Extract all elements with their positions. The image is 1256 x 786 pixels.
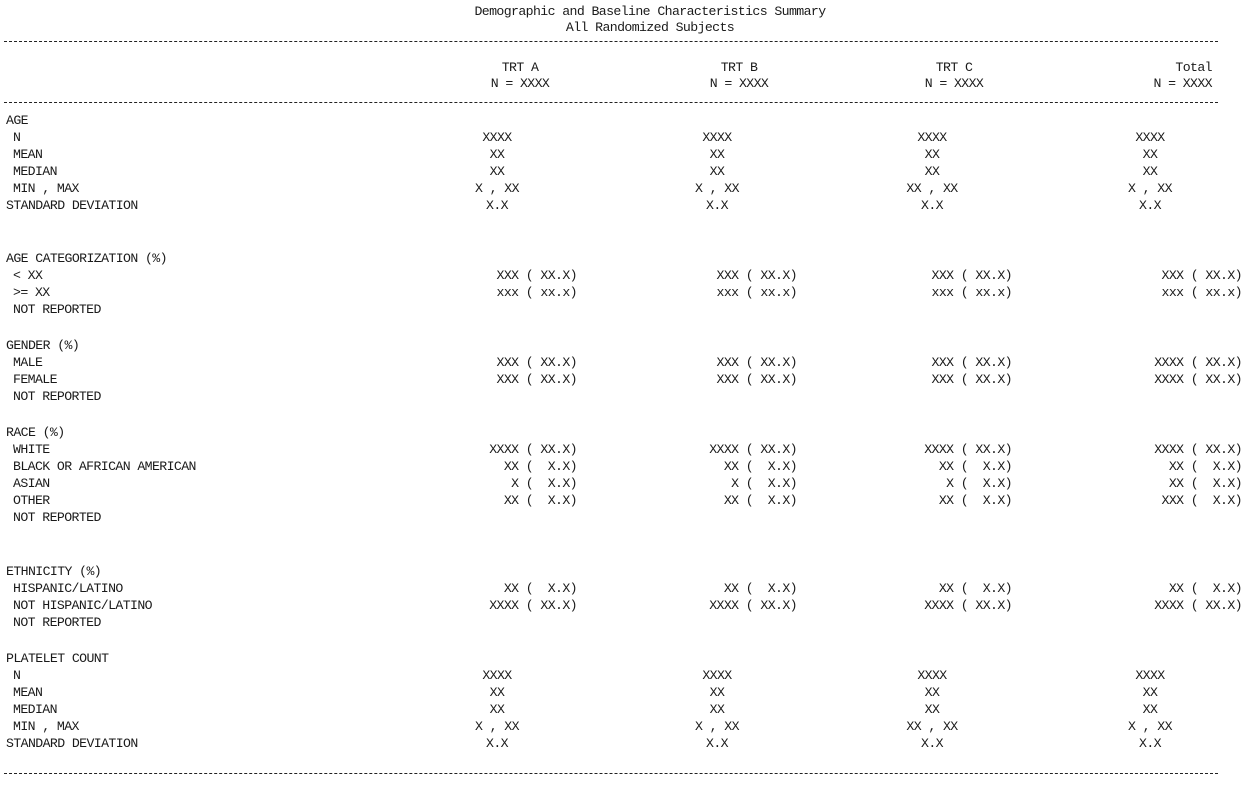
cell-value: XXX ( XX.X) [1161, 268, 1242, 283]
section-header: GENDER (%) [6, 338, 80, 353]
cell-value: XXXX ( XX.X) [924, 598, 1012, 613]
bottom-rule [4, 773, 1218, 774]
cell-value: XXXX ( XX.X) [709, 598, 797, 613]
cell-value: X , XX [695, 719, 739, 734]
column-n-trt-a: N = XXXX [490, 76, 550, 91]
cell-value: X.X [921, 736, 943, 751]
cell-value: XXXX ( XX.X) [1154, 442, 1242, 457]
cell-value: XX ( X.X) [723, 459, 797, 474]
cell-value: XX [709, 685, 725, 700]
column-header-total: Total [1175, 60, 1212, 75]
cell-value: XXX ( XX.X) [716, 372, 797, 387]
cell-value: XXXX ( XX.X) [489, 598, 577, 613]
cell-value: X.X [706, 736, 728, 751]
cell-value: XX ( X.X) [938, 459, 1012, 474]
row-label: WHITE [13, 442, 50, 457]
cell-value: XX [489, 164, 505, 179]
cell-value: X , XX [475, 181, 519, 196]
cell-value: X , XX [1128, 719, 1172, 734]
cell-value: xxx ( xx.x) [931, 285, 1012, 300]
report-subtitle: All Randomized Subjects [565, 20, 735, 35]
column-header-trt-c: TRT C [935, 60, 973, 75]
cell-value: XXX ( XX.X) [931, 268, 1012, 283]
column-n-trt-c: N = XXXX [924, 76, 984, 91]
row-label: MEAN [13, 147, 43, 162]
section-header: AGE [6, 113, 28, 128]
cell-value: XX ( X.X) [938, 581, 1012, 596]
cell-value: XX [709, 147, 725, 162]
row-label: MEDIAN [13, 702, 57, 717]
row-label: N [13, 668, 21, 683]
cell-value: X.X [486, 736, 508, 751]
cell-value: XX ( X.X) [1168, 581, 1242, 596]
cell-value: XXXX [917, 668, 947, 683]
cell-value: X.X [706, 198, 728, 213]
cell-value: X.X [486, 198, 508, 213]
cell-value: XX ( X.X) [723, 581, 797, 596]
cell-value: XX [924, 702, 940, 717]
cell-value: X.X [1139, 736, 1161, 751]
cell-value: XXXX ( XX.X) [709, 442, 797, 457]
cell-value: X ( X.X) [946, 476, 1012, 491]
row-label: BLACK OR AFRICAN AMERICAN [13, 459, 196, 474]
cell-value: XXX ( X.X) [1161, 493, 1242, 508]
cell-value: X , XX [695, 181, 739, 196]
cell-value: XX [489, 702, 505, 717]
cell-value: XX ( X.X) [1168, 476, 1242, 491]
cell-value: XXX ( XX.X) [931, 355, 1012, 370]
cell-value: XX [709, 702, 725, 717]
cell-value: XXX ( XX.X) [716, 355, 797, 370]
cell-value: XXXX [482, 130, 512, 145]
row-label: < XX [13, 268, 43, 283]
row-label: MALE [13, 355, 43, 370]
cell-value: XXXX ( XX.X) [1154, 355, 1242, 370]
cell-value: XX ( X.X) [503, 493, 577, 508]
section-header: RACE (%) [6, 425, 65, 440]
row-label: STANDARD DEVIATION [6, 198, 138, 213]
row-label: FEMALE [13, 372, 57, 387]
column-header-trt-a: TRT A [501, 60, 539, 75]
row-label: NOT HISPANIC/LATINO [13, 598, 152, 613]
row-label: MIN , MAX [13, 181, 79, 196]
row-label: MEDIAN [13, 164, 57, 179]
cell-value: X.X [921, 198, 943, 213]
cell-value: XXXX [482, 668, 512, 683]
cell-value: XX ( X.X) [1168, 459, 1242, 474]
cell-value: xxx ( xx.x) [496, 285, 577, 300]
cell-value: XX [924, 685, 940, 700]
cell-value: XXX ( XX.X) [496, 372, 577, 387]
section-header: ETHNICITY (%) [6, 564, 102, 579]
cell-value: X ( X.X) [511, 476, 577, 491]
cell-value: XXXX [917, 130, 947, 145]
cell-value: XX [924, 147, 940, 162]
cell-value: XXX ( XX.X) [496, 268, 577, 283]
row-label: STANDARD DEVIATION [6, 736, 138, 751]
header-rule [4, 102, 1218, 103]
cell-value: XX ( X.X) [723, 493, 797, 508]
row-label: HISPANIC/LATINO [13, 581, 123, 596]
row-label: MEAN [13, 685, 43, 700]
column-n-total: N = XXXX [1153, 76, 1212, 91]
cell-value: XXXX ( XX.X) [489, 442, 577, 457]
cell-value: X , XX [1128, 181, 1172, 196]
report-title: Demographic and Baseline Characteristics Summary [474, 4, 826, 19]
cell-value: XXX ( XX.X) [931, 372, 1012, 387]
column-n-trt-b: N = XXXX [709, 76, 769, 91]
row-label: ASIAN [13, 476, 50, 491]
cell-value: XX [709, 164, 725, 179]
cell-value: XX ( X.X) [938, 493, 1012, 508]
cell-value: XX [489, 147, 505, 162]
cell-value: xxx ( xx.x) [1161, 285, 1242, 300]
cell-value: XXXX [1135, 130, 1165, 145]
top-rule [4, 41, 1218, 42]
cell-value: XX ( X.X) [503, 459, 577, 474]
cell-value: XXXX ( XX.X) [1154, 372, 1242, 387]
cell-value: XX , XX [906, 719, 958, 734]
row-label: N [13, 130, 21, 145]
cell-value: xxx ( xx.x) [716, 285, 797, 300]
cell-value: XX [489, 685, 505, 700]
cell-value: XXX ( XX.X) [496, 355, 577, 370]
row-label: NOT REPORTED [13, 615, 101, 630]
cell-value: XX [924, 164, 940, 179]
row-label: NOT REPORTED [13, 302, 101, 317]
cell-value: XX ( X.X) [503, 581, 577, 596]
cell-value: X ( X.X) [731, 476, 797, 491]
cell-value: X , XX [475, 719, 519, 734]
cell-value: XXXX [702, 668, 732, 683]
row-label: OTHER [13, 493, 50, 508]
row-label: >= XX [13, 285, 50, 300]
cell-value: XXXX [702, 130, 732, 145]
cell-value: XX [1142, 164, 1158, 179]
cell-value: XX , XX [906, 181, 958, 196]
cell-value: XX [1142, 147, 1158, 162]
row-label: NOT REPORTED [13, 510, 101, 525]
cell-value: XX [1142, 685, 1158, 700]
section-header: PLATELET COUNT [6, 651, 109, 666]
cell-value: XXXX ( XX.X) [1154, 598, 1242, 613]
section-header: AGE CATEGORIZATION (%) [6, 251, 167, 266]
cell-value: XXX ( XX.X) [716, 268, 797, 283]
cell-value: XXXX [1135, 668, 1165, 683]
cell-value: XXXX ( XX.X) [924, 442, 1012, 457]
cell-value: X.X [1139, 198, 1161, 213]
row-label: NOT REPORTED [13, 389, 101, 404]
cell-value: XX [1142, 702, 1158, 717]
row-label: MIN , MAX [13, 719, 79, 734]
column-header-trt-b: TRT B [720, 60, 758, 75]
